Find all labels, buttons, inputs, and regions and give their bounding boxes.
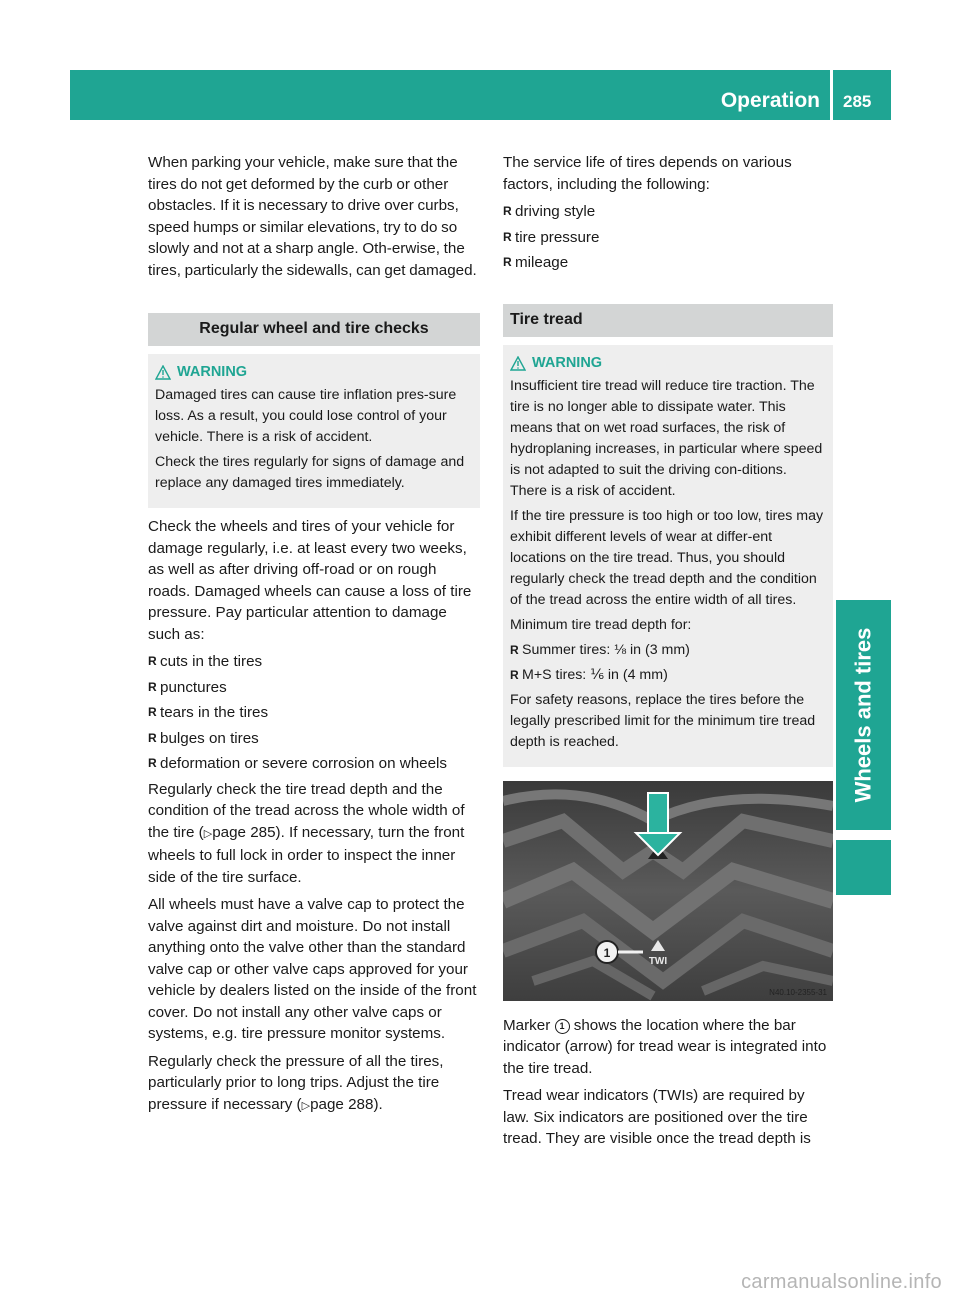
- watermark: carmanualsonline.info: [741, 1271, 942, 1293]
- warning-text: Damaged tires can cause tire inflation pres-sure loss. As a result, you could lose control of your vehicle. There is a risk of accident.: [155, 387, 457, 445]
- warning-header: [510, 353, 827, 374]
- list-item: [510, 640, 827, 661]
- side-tab-label-wrap: [836, 600, 891, 830]
- warning-triangle-icon: [510, 356, 526, 371]
- bullet-icon: R: [148, 705, 157, 719]
- warning-text: If the tire pressure is too high or too low, tires may exhibit different levels of wear at differ-ent locations on the tire tread. Thus, you should regularly check the tread depth and the condition of the tread across the entire width of all tires.: [510, 507, 824, 608]
- list-item-text: deformation or severe corrosion on wheels: [160, 755, 448, 772]
- warning-box: [148, 354, 480, 508]
- twi-paragraph: Tread wear indicators (TWIs) are required by law. Six indicators are positioned over the tire tread. They are visible once the tread depth is: [503, 1087, 811, 1147]
- list-item: [510, 665, 827, 686]
- bullet-icon: R: [503, 229, 512, 244]
- warning-title: WARNING: [532, 354, 603, 371]
- factors-list: [503, 201, 833, 274]
- right-column: [503, 152, 833, 1156]
- left-column: [148, 152, 480, 1123]
- list-item: [148, 651, 480, 673]
- list-item: [148, 728, 480, 750]
- intro-paragraph: When parking your vehicle, make sure that the tires do not get deformed by the curb or other obstacles. If it is necessary to drive over curbs, speed humps or similar elevations, try to do so slowly and not at a sharp angle. Oth-erwise, the tires, particularly the sidewalls, can get damaged.: [148, 154, 477, 279]
- bullet-icon: R: [510, 667, 519, 682]
- page-ref-arrow-icon: ▷: [203, 827, 213, 840]
- bullet-icon: R: [148, 730, 157, 745]
- list-item: [503, 227, 833, 249]
- warning-text: Insufficient tire tread will reduce tire traction. The tire is no longer able to dissipate water. This means that on wet road surfaces, the risk of hydroplaning increases, in particular where speed is not adapted to suit the driving con-ditions. There is a risk of accident.: [510, 377, 823, 499]
- bullet-icon: R: [510, 642, 519, 657]
- list-item-text: tears in the tires: [160, 704, 269, 721]
- damage-list: [148, 651, 480, 775]
- bullet-icon: R: [148, 756, 157, 770]
- list-item: [148, 702, 480, 724]
- list-item: [503, 252, 833, 274]
- list-item-text: driving style: [515, 203, 596, 220]
- pressure-paragraph: [148, 1051, 480, 1118]
- marker-paragraph: [503, 1015, 833, 1080]
- check-paragraph: Check the wheels and tires of your vehicle for damage regularly, i.e. at least every two weeks, as well as after driving off-road or on rough roads. Damaged wheels can cause a loss of tire pressure. Pay particular attention to damage such as:: [148, 518, 472, 643]
- warning-text: Check the tires regularly for signs of damage and replace any damaged tires immediately.: [155, 454, 465, 491]
- page-ref-link[interactable]: page 288: [310, 1095, 374, 1113]
- valve-paragraph: All wheels must have a valve cap to protect the valve against dirt and moisture. Do not install anything onto the valve other than the standard valve cap or other valve caps approved for your vehicle by dealers listed on the inside of the front cover. Do not install any other valve caps or systems, e.g. tire pressure monitor systems.: [148, 896, 477, 1042]
- warning-box: [503, 345, 833, 767]
- list-item-text: mileage: [515, 254, 569, 271]
- warning-text: For safety reasons, replace the tires before the legally prescribed limit for the minimum tire tread depth is reached.: [510, 691, 816, 750]
- bullet-icon: R: [503, 204, 512, 218]
- list-item-text: punctures: [160, 678, 227, 696]
- section-title: Operation: [720, 89, 820, 112]
- warning-title: WARNING: [177, 364, 248, 380]
- page-ref-arrow-icon: ▷: [301, 1099, 311, 1112]
- page-ref-link[interactable]: page 285: [212, 823, 276, 841]
- list-item-text: tire pressure: [515, 228, 600, 246]
- tire-tread-illustration: [503, 781, 833, 1001]
- text-span: Regularly check the pressure of all the tires, particularly prior to long trips. Adjust the tire pressure if necessary (: [148, 1052, 444, 1113]
- text-span: ). If necessary, turn the front wheels to full lock in order to inspect the inner side of the tire surface.: [148, 823, 465, 886]
- tire-tread-photo: [503, 781, 833, 1001]
- text-span: ).: [373, 1095, 383, 1113]
- bullet-icon: R: [503, 255, 512, 269]
- list-item-text: cuts in the tires: [160, 653, 263, 670]
- list-item-text: M+S tires: ⅙ in (4 mm): [522, 666, 668, 683]
- text-span: Regularly check the tire tread depth and the condition of the tread across the whole width of the tire (: [148, 780, 465, 841]
- side-tab-label: Wheels and tires: [850, 627, 876, 803]
- warning-triangle-icon: [155, 365, 171, 380]
- list-item: [148, 753, 480, 775]
- section-heading-wheel-checks: Regular wheel and tire checks: [148, 313, 480, 346]
- header-divider: [830, 70, 833, 120]
- twi-label: TWI: [648, 955, 668, 967]
- text-span: Marker: [503, 1016, 551, 1034]
- list-item-text: bulges on tires: [160, 729, 259, 747]
- section-heading-tire-tread: Tire tread: [503, 304, 833, 337]
- side-tab-marker: [836, 840, 891, 895]
- warning-text: Minimum tire tread depth for:: [510, 616, 692, 633]
- service-life-paragraph: The service life of tires depends on various factors, including the following:: [503, 154, 792, 193]
- depth-list: [510, 640, 827, 686]
- warning-header: [155, 362, 474, 383]
- marker-1-label: 1: [603, 945, 611, 960]
- tread-check-paragraph: [148, 779, 480, 889]
- list-item-text: Summer tires: ⅛ in (3 mm): [522, 641, 690, 658]
- bullet-icon: R: [148, 654, 157, 668]
- list-item: [148, 677, 480, 699]
- image-code: N40.10-2355-31: [769, 987, 827, 997]
- list-item: [503, 201, 833, 223]
- text-span: shows the location where the bar indicator (arrow) for tread wear is integrated into the tire tread.: [503, 1016, 827, 1077]
- bullet-icon: R: [148, 679, 157, 694]
- marker-number-icon: 1: [555, 1019, 570, 1034]
- page-number: 285: [843, 92, 872, 111]
